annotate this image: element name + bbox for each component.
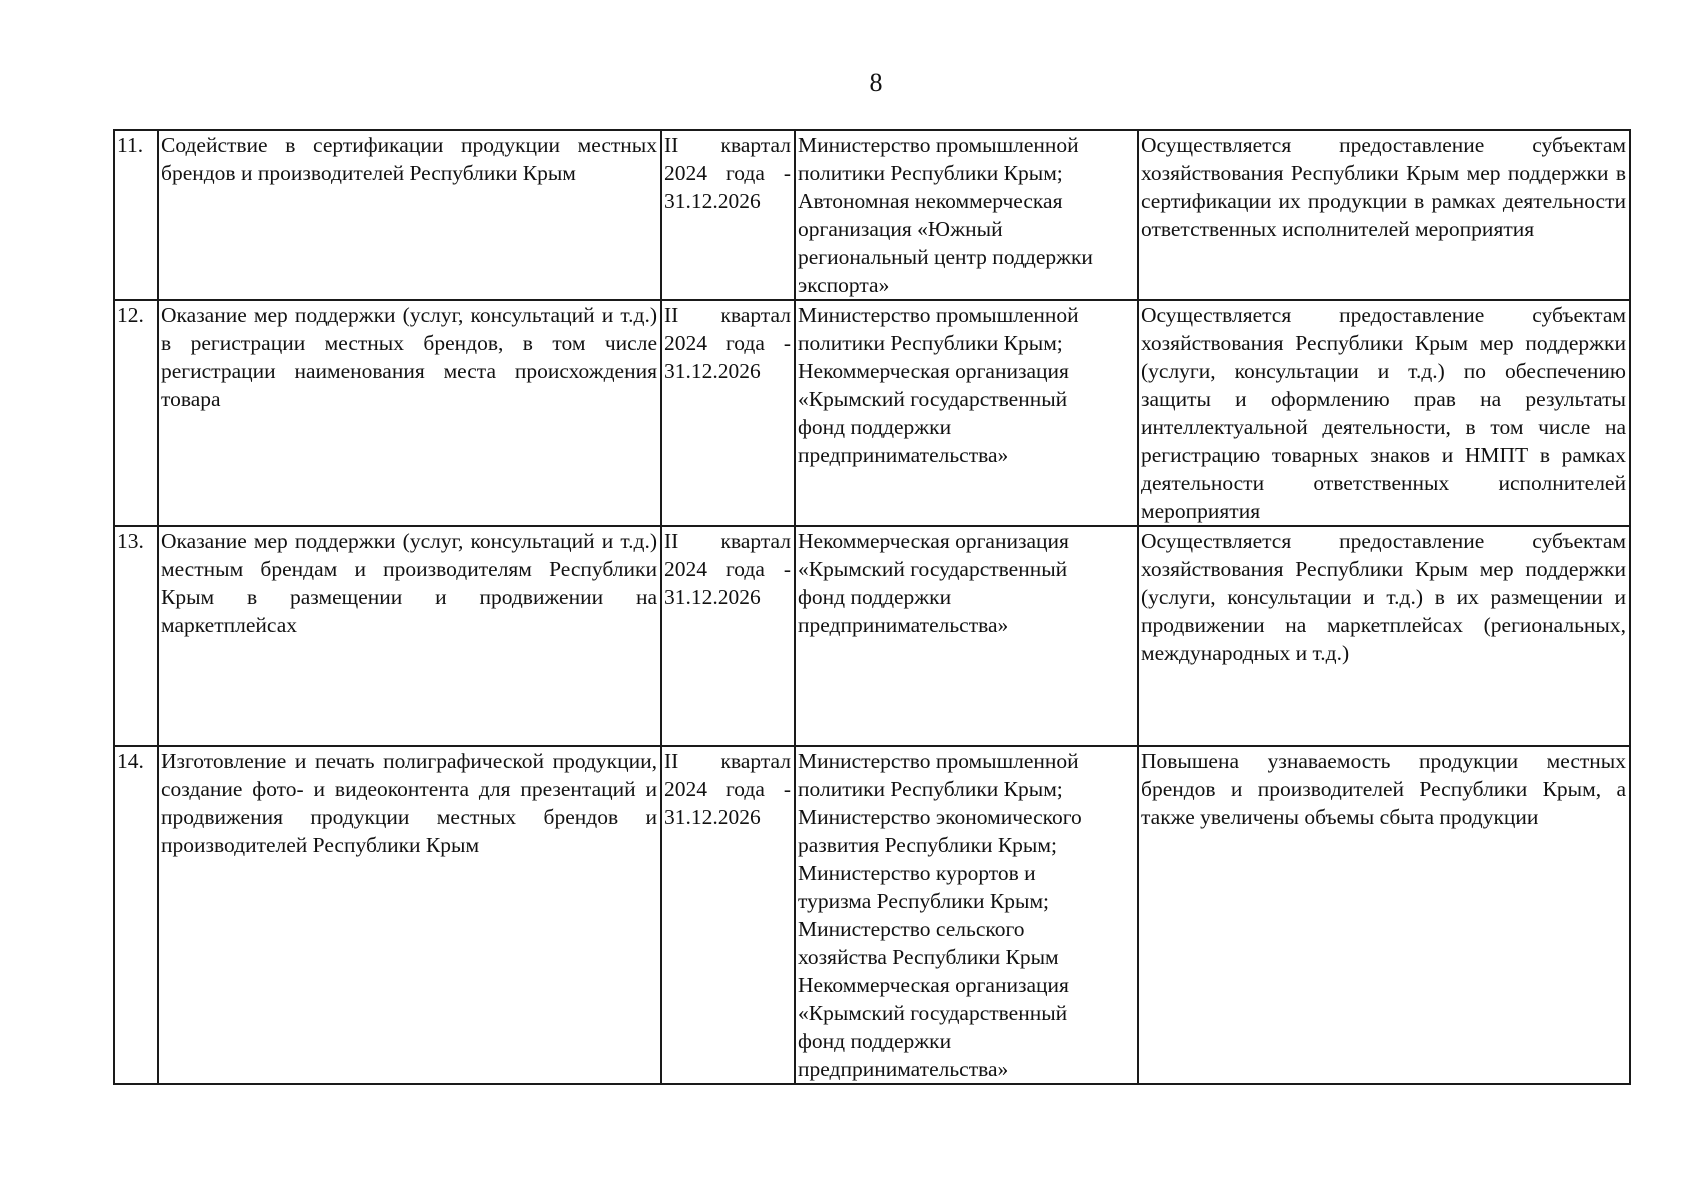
executor-line: региональный центр поддержки: [798, 245, 1093, 269]
executor-line: фонд поддержки: [798, 585, 952, 609]
executor-line: фонд поддержки: [798, 1029, 952, 1053]
executor-line: организация «Южный: [798, 217, 1003, 241]
executor-line: «Крымский государственный: [798, 1001, 1068, 1025]
executor-line: развития Республики Крым;: [798, 833, 1057, 857]
row-number: 13.: [114, 526, 158, 746]
page-number: 8: [869, 68, 883, 97]
executor-line: Некоммерческая организация: [798, 529, 1069, 553]
executor-line: Некоммерческая организация: [798, 359, 1069, 383]
executor-line: «Крымский государственный: [798, 387, 1068, 411]
result-cell: Осуществляется предоставление субъектам хозяйствования Республики Крым мер поддержки (услуги, консультации и т.д.) в их размещении и продвижении на маркетплейсах (региональных, международных и т.д.): [1138, 526, 1630, 746]
executor-cell: [795, 746, 1138, 1084]
executor-line: предпринимательства»: [798, 1057, 1009, 1081]
term-cell: II квартал 2024 года - 31.12.2026: [661, 526, 795, 746]
executor-line: предпринимательства»: [798, 443, 1009, 467]
measures-table: [113, 129, 1631, 1085]
event-cell: Изготовление и печать полиграфической продукции, создание фото- и видеоконтента для презентаций и продвижения продукции местных брендов и производителей Республики Крым: [158, 746, 661, 1084]
event-cell: Оказание мер поддержки (услуг, консультаций и т.д.) в регистрации местных брендов, в том числе регистрации наименования места происхождения товара: [158, 300, 661, 526]
executor-line: Министерство промышленной: [798, 303, 1079, 327]
executor-line: экспорта»: [798, 273, 890, 297]
executor-cell: [795, 526, 1138, 746]
executor-cell: [795, 130, 1138, 300]
executor-cell: [795, 300, 1138, 526]
executor-line: туризма Республики Крым;: [798, 889, 1050, 913]
executor-line: политики Республики Крым;: [798, 777, 1063, 801]
term-cell: II квартал 2024 года - 31.12.2026: [661, 746, 795, 1084]
event-cell: Содействие в сертификации продукции местных брендов и производителей Республики Крым: [158, 130, 661, 300]
executor-line: «Крымский государственный: [798, 557, 1068, 581]
result-cell: Осуществляется предоставление субъектам хозяйствования Республики Крым мер поддержки в сертификации их продукции в рамках деятельности ответственных исполнителей мероприятия: [1138, 130, 1630, 300]
term-cell: II квартал 2024 года - 31.12.2026: [661, 130, 795, 300]
result-cell: Осуществляется предоставление субъектам хозяйствования Республики Крым мер поддержки (услуги, консультации и т.д.) по обеспечению защиты и оформлению прав на результаты интеллектуальной деятельности, в том числе на регистрацию товарных знаков и НМПТ в рамках деятельности ответственных исполнителей мероприятия: [1138, 300, 1630, 526]
executor-line: Некоммерческая организация: [798, 973, 1069, 997]
executor-line: хозяйства Республики Крым: [798, 945, 1059, 969]
executor-line: Министерство экономического: [798, 805, 1082, 829]
executor-line: Автономная некоммерческая: [798, 189, 1063, 213]
table-row: [114, 526, 1630, 746]
result-cell: Повышена узнаваемость продукции местных брендов и производителей Республики Крым, а также увеличены объемы сбыта продукции: [1138, 746, 1630, 1084]
row-number: 11.: [114, 130, 158, 300]
row-number: 12.: [114, 300, 158, 526]
row-number: 14.: [114, 746, 158, 1084]
executor-line: Министерство промышленной: [798, 749, 1079, 773]
table-row: [114, 300, 1630, 526]
executor-line: политики Республики Крым;: [798, 161, 1063, 185]
term-cell: II квартал 2024 года - 31.12.2026: [661, 300, 795, 526]
executor-line: Министерство сельского: [798, 917, 1025, 941]
executor-line: фонд поддержки: [798, 415, 952, 439]
table-row: [114, 130, 1630, 300]
executor-line: Министерство курортов и: [798, 861, 1036, 885]
table-row: [114, 746, 1630, 1084]
executor-line: политики Республики Крым;: [798, 331, 1063, 355]
executor-line: предпринимательства»: [798, 613, 1009, 637]
event-cell: Оказание мер поддержки (услуг, консультаций и т.д.) местным брендам и производителям Республики Крым в размещении и продвижении на маркетплейсах: [158, 526, 661, 746]
executor-line: Министерство промышленной: [798, 133, 1079, 157]
